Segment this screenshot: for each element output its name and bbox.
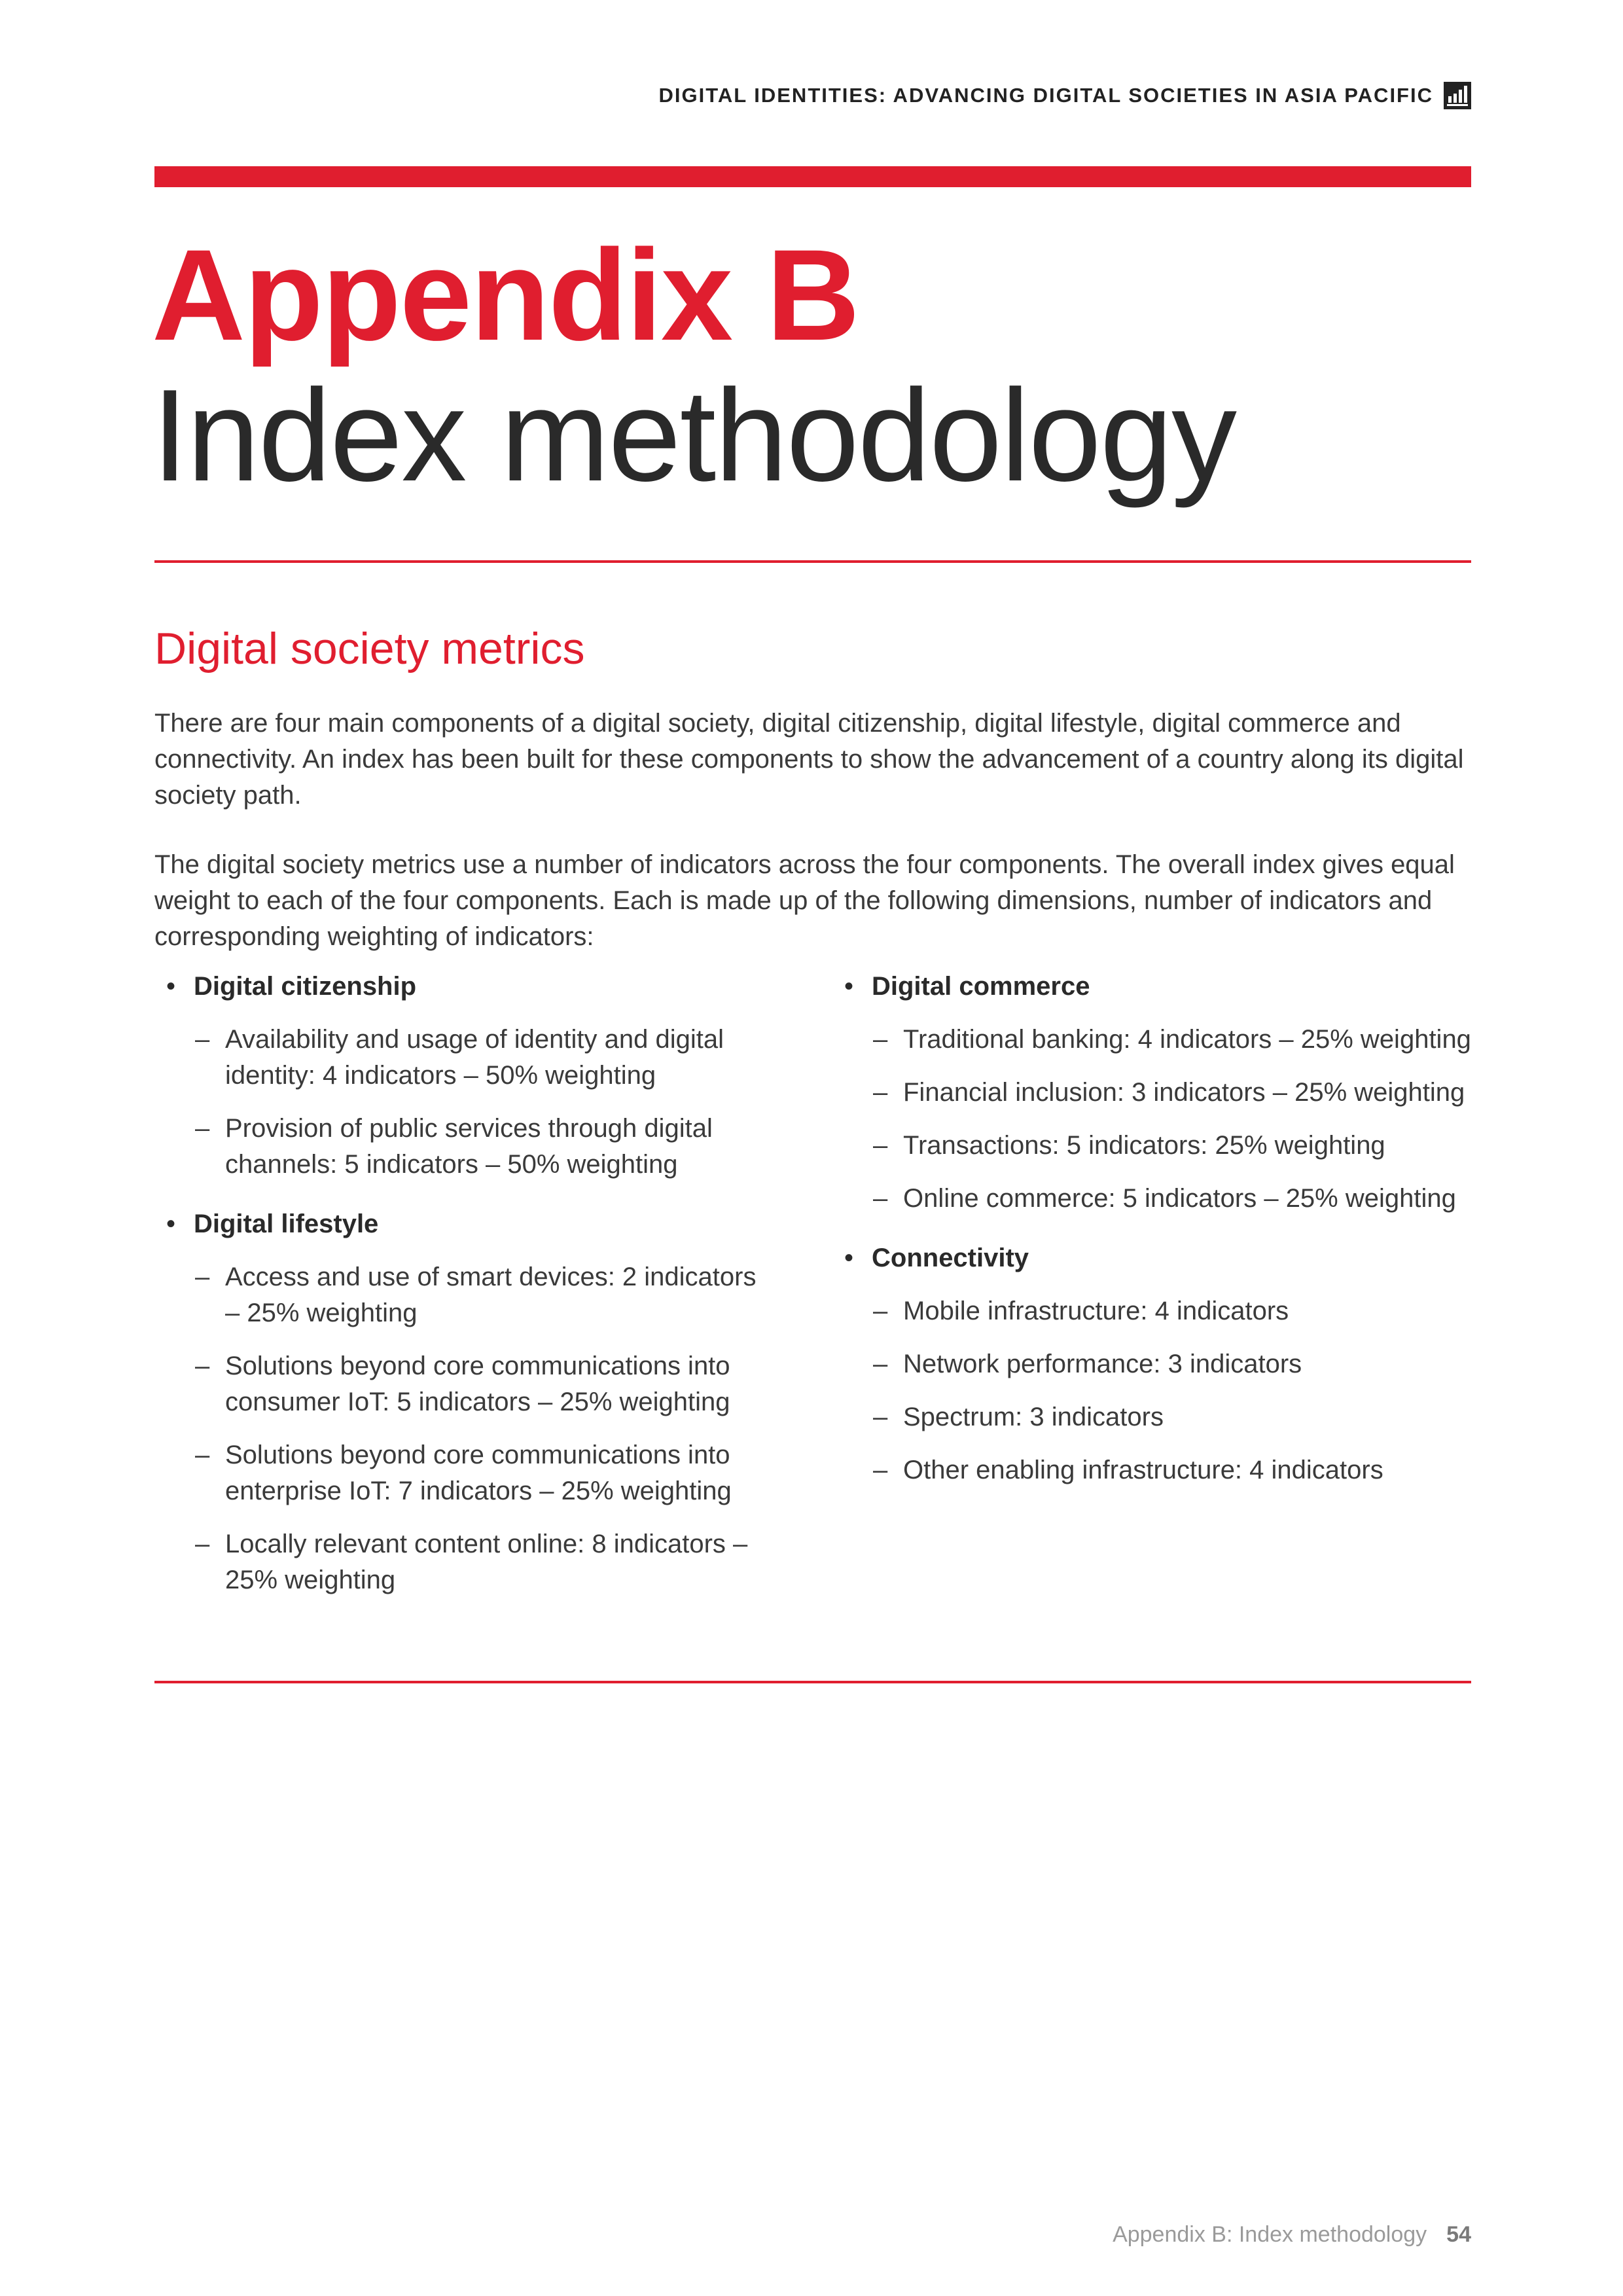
building-logo-icon <box>1444 82 1471 109</box>
component-item: – Mobile infrastructure: 4 indicators <box>832 1293 1480 1329</box>
component-item: – Other enabling infrastructure: 4 indicators <box>832 1452 1480 1488</box>
component-item: – Locally relevant content online: 8 indicators – 25% weighting <box>154 1526 775 1598</box>
component-title: • Digital commerce <box>832 969 1480 1005</box>
intro-paragraph: There are four main components of a digital society, digital citizenship, digital lifestyle, digital commerce and connectivity. An index has been built for these components to show the advancement of a country along its digital society path. <box>154 709 1464 810</box>
bottom-divider <box>154 1681 1471 1683</box>
header-title: DIGITAL IDENTITIES: ADVANCING DIGITAL SOCIETIES IN ASIA PACIFIC <box>658 84 1433 107</box>
component-item: – Availability and usage of identity and digital identity: 4 indicators – 50% weighting <box>154 1022 775 1094</box>
component-group <box>832 969 1480 1217</box>
component-group <box>832 1240 1480 1488</box>
top-divider <box>154 560 1471 563</box>
page-footer <box>1113 2222 1471 2248</box>
component-title: • Digital lifestyle <box>154 1206 783 1242</box>
component-title: • Connectivity <box>832 1240 1480 1276</box>
component-item: – Solutions beyond core communications into consumer IoT: 5 indicators – 25% weighting <box>154 1348 775 1420</box>
components-left-column <box>154 969 783 1622</box>
component-group <box>154 969 783 1183</box>
header-red-bar <box>154 166 1471 187</box>
footer-label: Appendix B: Index methodology <box>1113 2222 1427 2247</box>
appendix-title: Appendix B <box>152 223 859 367</box>
component-item: – Transactions: 5 indicators: 25% weighting <box>832 1128 1480 1164</box>
component-item: – Access and use of smart devices: 2 indicators – 25% weighting <box>154 1259 775 1331</box>
components-right-column <box>832 969 1480 1512</box>
component-item: – Provision of public services through digital channels: 5 indicators – 50% weighting <box>154 1111 775 1183</box>
component-item: – Spectrum: 3 indicators <box>832 1399 1480 1435</box>
page-number: 54 <box>1446 2222 1471 2247</box>
component-item: – Financial inclusion: 3 indicators – 25% weighting <box>832 1075 1480 1111</box>
component-group <box>154 1206 783 1598</box>
component-item: – Online commerce: 5 indicators – 25% weighting <box>832 1181 1480 1217</box>
component-item: – Traditional banking: 4 indicators – 25% weighting <box>832 1022 1480 1058</box>
component-item: – Solutions beyond core communications into enterprise IoT: 7 indicators – 25% weighting <box>154 1437 775 1509</box>
appendix-subtitle: Index methodology <box>152 363 1236 509</box>
component-title: • Digital citizenship <box>154 969 783 1005</box>
section-heading: Digital society metrics <box>154 624 585 673</box>
component-item: – Network performance: 3 indicators <box>832 1346 1480 1382</box>
page-header <box>659 77 1471 114</box>
metrics-paragraph: The digital society metrics use a number of indicators across the four components. The overall index gives equal weight to each of the four components. Each is made up of the following dimensions, number of indicators and corresponding weighting of indicators: <box>154 850 1455 951</box>
